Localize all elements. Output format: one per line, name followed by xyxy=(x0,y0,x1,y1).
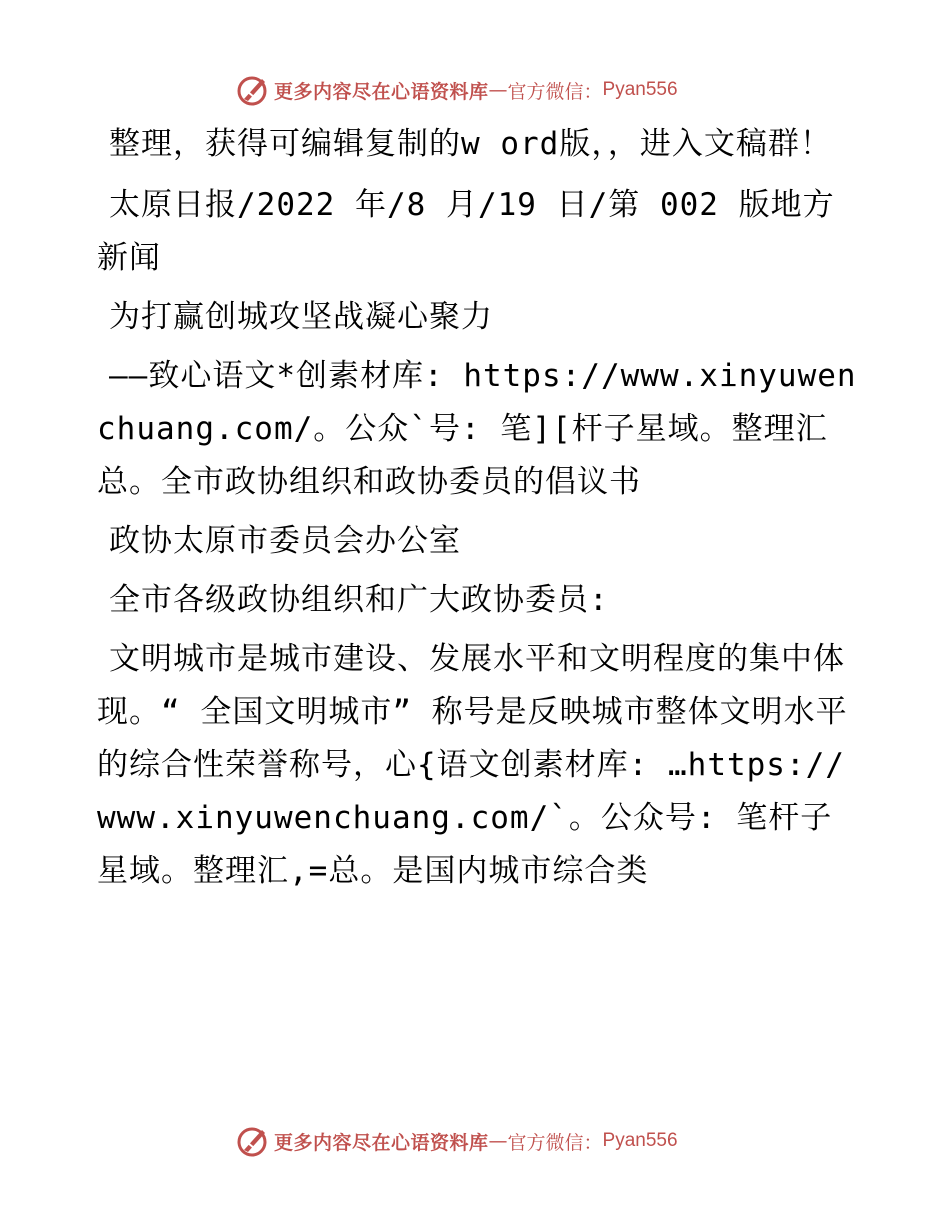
body-paragraph: 文明城市是城市建设、发展水平和文明程度的集中体现。“ 全国文明城市” 称号是反映城市整体文明水平的综合性荣誉称号，心{语文创素材库: …https://www.xinyuwenchuang.com/`。公众号: 笔杆子星域。整理汇,=总。是国内城市综合类 xyxy=(97,641,848,889)
watermark-dash: — xyxy=(488,1130,508,1152)
watermark-wechat-id: Pyan556 xyxy=(602,1130,678,1151)
watermark-slogan: 更多内容尽在心语资料库 xyxy=(274,80,489,103)
watermark-slogan: 更多内容尽在心语资料库 xyxy=(274,1131,489,1154)
footer-watermark xyxy=(236,1123,678,1159)
author-line: 政协太原市委员会办公室 xyxy=(109,523,461,559)
salutation: 全市各级政协组织和广大政协委员: xyxy=(109,582,609,618)
watermark-dash: — xyxy=(488,79,508,101)
intro-paragraph: 整理，获得可编辑复制的w ord版，，进入文稿群！ xyxy=(109,126,832,162)
quill-logo-icon xyxy=(236,73,270,107)
document-body xyxy=(97,118,857,898)
watermark-wechat-id: Pyan556 xyxy=(602,79,678,100)
article-title: 为打赢创城攻坚战凝心聚力 xyxy=(109,299,493,335)
watermark-label: 官方微信： xyxy=(507,1131,603,1154)
quill-logo-icon xyxy=(236,1124,270,1158)
watermark-label: 官方微信： xyxy=(507,80,603,103)
source-line: 太原日报/2022 年/8 月/19 日/第 002 版地方新闻 xyxy=(97,187,835,276)
header-watermark xyxy=(236,72,678,108)
article-subtitle: ——致心语文*创素材库: https://www.xinyuwenchuang.com/。公众`号: 笔][杆子星域。整理汇总。全市政协组织和政协委员的倡议书 xyxy=(97,358,857,500)
